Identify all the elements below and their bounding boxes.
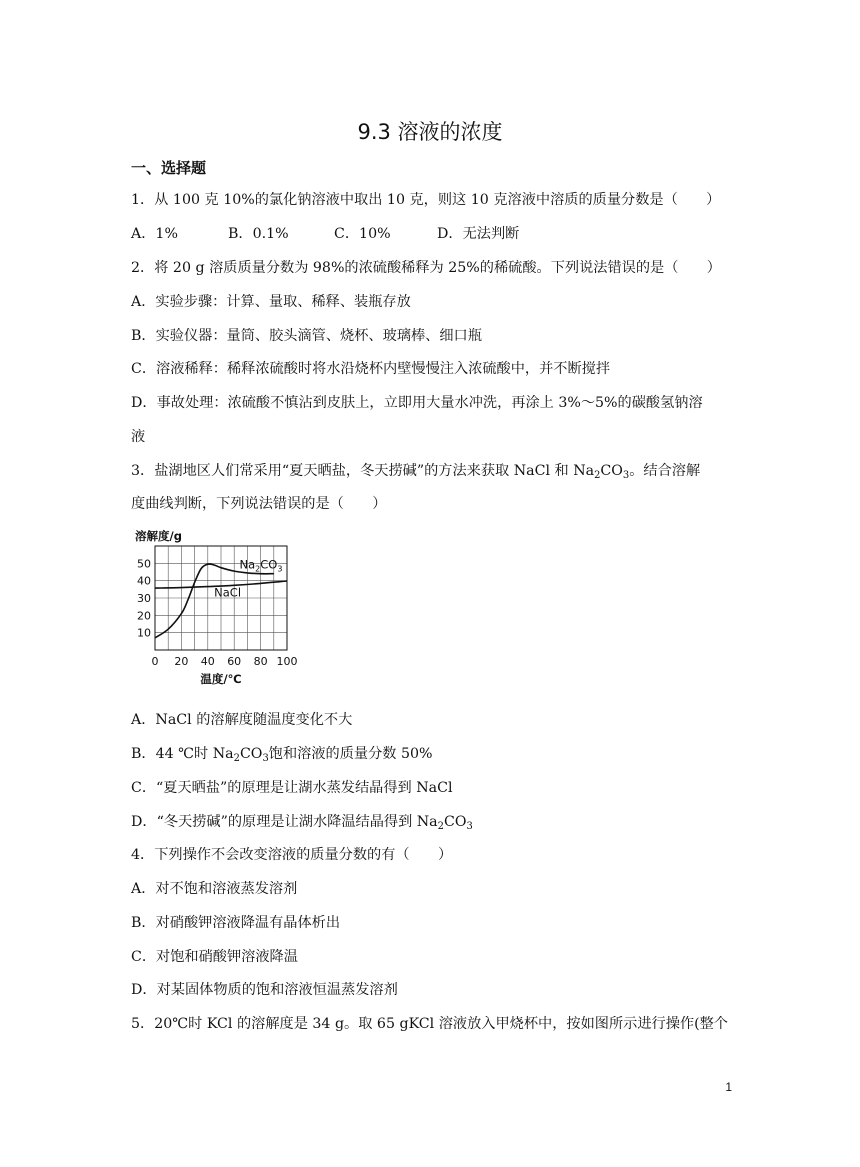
q3-stem-sub2: 2: [594, 470, 601, 481]
q3-b-sub2: 2: [233, 753, 240, 764]
q3-option-a: A．NaCl 的溶解度随温度变化不大: [131, 712, 353, 728]
section-heading: 一、选择题: [131, 159, 207, 177]
label-text: CO: [260, 557, 278, 572]
y-tick-label: 10: [137, 626, 151, 640]
q4-option-c: C．对饱和硝酸钾溶液降温: [131, 949, 298, 965]
series-line-na2co3: [155, 564, 274, 638]
question-2-stem: 2．将 20 g 溶质质量分数为 98%的浓硫酸稀释为 25%的稀硫酸。下列说法错误的是（ ）: [131, 260, 721, 276]
solubility-chart: [131, 526, 311, 698]
y-tick-label: 20: [137, 609, 151, 623]
q2-option-d-line1: D．事故处理：浓硫酸不慎沾到皮肤上，立即用大量水冲洗，再涂上 3%～5%的碳酸氢钠溶: [131, 395, 703, 411]
q1-option-d: D．无法判断: [437, 226, 520, 242]
question-5-stem: 5．20℃时 KCl 的溶解度是 34 g。取 65 gKCl 溶液放入甲烧杯中，按如图所示进行操作(整个: [131, 1016, 728, 1032]
label-text: Na: [239, 557, 256, 572]
y-axis-label: 溶解度/g: [135, 529, 182, 543]
y-tick-label: 30: [137, 592, 151, 605]
q2-option-b: B．实验仪器：量筒、胶头滴管、烧杯、玻璃棒、细口瓶: [131, 328, 482, 344]
q1-option-a: A．1%: [131, 226, 178, 242]
label-subscript: 3: [277, 564, 283, 574]
q4-option-b: B．对硝酸钾溶液降温有晶体析出: [131, 915, 341, 931]
q1-option-c: C．10%: [334, 226, 391, 242]
page-title: 9.3 溶液的浓度: [357, 120, 503, 144]
y-tick-label: 50: [137, 557, 151, 571]
q3-option-b: [131, 744, 433, 764]
x-tick-label: 100: [276, 655, 298, 668]
q3-stem-part-b: CO: [600, 463, 623, 479]
q2-option-a: A．实验步骤：计算、量取、稀释、装瓶存放: [131, 294, 411, 310]
q3-stem-part-c: 。结合溶解: [629, 463, 701, 479]
x-tick-label: 0: [151, 655, 159, 668]
label-na2co3: [239, 558, 282, 574]
page-number: 1: [725, 1080, 732, 1094]
question-1-options: [131, 224, 519, 244]
x-axis-label: 温度/℃: [200, 672, 242, 686]
q3-b-sub3: 3: [262, 753, 269, 764]
q3-d-pre: D．“冬天捞碱”的原理是让湖水降温结晶得到 Na: [131, 814, 438, 830]
label-nacl: NaCl: [214, 585, 242, 600]
q3-option-d: [131, 812, 473, 832]
q3-d-sub2: 2: [437, 821, 444, 832]
q4-option-a: A．对不饱和溶液蒸发溶剂: [131, 881, 298, 897]
q3-b-post: 饱和溶液的质量分数 50%: [268, 746, 433, 762]
question-3-stem-line1: [131, 461, 700, 481]
question-3-stem-line2: 度曲线判断，下列说法错误的是（ ）: [131, 496, 387, 512]
q3-b-pre: B．44 ℃时 Na: [131, 746, 234, 762]
x-tick-label: 20: [174, 655, 189, 668]
question-4-stem: 4．下列操作不会改变溶液的质量分数的有（ ）: [131, 847, 453, 863]
q3-option-c: C．“夏天晒盐”的原理是让湖水蒸发结晶得到 NaCl: [131, 780, 453, 796]
q3-d-sub3: 3: [466, 821, 473, 832]
x-tick-label: 40: [200, 655, 215, 668]
x-tick-label: 80: [253, 655, 268, 668]
q2-option-d-line2: 液: [131, 429, 146, 445]
y-tick-label: 40: [137, 574, 151, 588]
q3-stem-part-a: 3．盐湖地区人们常采用“夏天晒盐，冬天捞碱”的方法来获取 NaCl 和 Na: [131, 463, 595, 479]
q2-option-c: C．溶液稀释：稀释浓硫酸时将水沿烧杯内壁慢慢注入浓硫酸中，并不断搅拌: [131, 361, 611, 377]
q3-d-mid: CO: [443, 814, 467, 830]
q1-option-b: B．0.1%: [228, 226, 289, 242]
question-1-stem: 1．从 100 克 10%的氯化钠溶液中取出 10 克，则这 10 克溶液中溶质的质量分数是（ ）: [131, 192, 721, 208]
x-tick-label: 60: [227, 655, 242, 668]
q4-option-d: D．对某固体物质的饱和溶液恒温蒸发溶剂: [131, 982, 398, 998]
q3-b-mid: CO: [239, 746, 263, 762]
q3-stem-sub3: 3: [622, 470, 630, 481]
label-subscript: 2: [255, 564, 261, 574]
